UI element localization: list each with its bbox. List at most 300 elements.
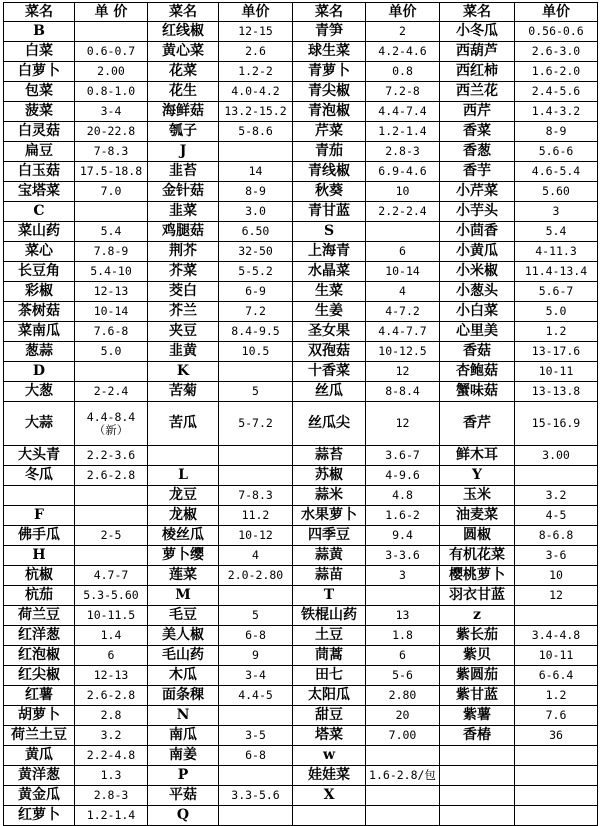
- item-price-cell: 12-13: [75, 282, 148, 302]
- item-price-cell: 4.2-4.6: [366, 42, 440, 62]
- header-cell: 单价: [515, 3, 598, 22]
- item-price-cell: 0.8: [366, 62, 440, 82]
- item-price-cell: [515, 786, 598, 806]
- item-price-cell: 1.6-2.0: [515, 62, 598, 82]
- item-name-cell: 红线椒: [148, 22, 219, 42]
- table-row: [4, 666, 598, 686]
- table-row: [4, 62, 598, 82]
- item-name-cell: 荆芥: [148, 242, 219, 262]
- item-price-cell: 36: [515, 726, 598, 746]
- item-name-cell: 芥菜: [148, 262, 219, 282]
- item-name-cell: B: [4, 22, 75, 42]
- item-price-cell: [75, 362, 148, 382]
- item-price-cell: 12: [515, 586, 598, 606]
- item-price-cell: 6-6.4: [515, 666, 598, 686]
- item-name-cell: 太阳瓜: [293, 686, 366, 706]
- item-name-cell: S: [293, 222, 366, 242]
- item-name-cell: 西兰花: [440, 82, 515, 102]
- item-name-cell: 油麦菜: [440, 506, 515, 526]
- item-name-cell: 香菇: [440, 342, 515, 362]
- item-price-cell: 3: [515, 202, 598, 222]
- item-name-cell: L: [148, 466, 219, 486]
- item-price-cell: 7.8-9: [75, 242, 148, 262]
- item-name-cell: 心里美: [440, 322, 515, 342]
- item-price-cell: 10.5: [219, 342, 293, 362]
- item-name-cell: 茼蒿: [293, 646, 366, 666]
- item-price-cell: 3.00: [515, 446, 598, 466]
- item-name-cell: 荷兰豆: [4, 606, 75, 626]
- item-name-cell: 甜豆: [293, 706, 366, 726]
- item-name-cell: 毛豆: [148, 606, 219, 626]
- item-price-cell: 0.6-0.7: [75, 42, 148, 62]
- item-name-cell: 四季豆: [293, 526, 366, 546]
- item-name-cell: 宝塔菜: [4, 182, 75, 202]
- item-price-cell: 8-9: [219, 182, 293, 202]
- item-name-cell: 葱蒜: [4, 342, 75, 362]
- item-name-cell: 圆椒: [440, 526, 515, 546]
- item-price-cell: 6: [366, 646, 440, 666]
- item-price-cell: 2.2-2.4: [366, 202, 440, 222]
- item-name-cell: 苏椒: [293, 466, 366, 486]
- table-row: [4, 262, 598, 282]
- item-price-cell: 3: [366, 566, 440, 586]
- item-price-cell: 2.80: [366, 686, 440, 706]
- item-name-cell: 白灵菇: [4, 122, 75, 142]
- item-price-cell: 5.4-10: [75, 262, 148, 282]
- item-name-cell: 玉米: [440, 486, 515, 506]
- item-price-cell: 2-5: [75, 526, 148, 546]
- item-name-cell: 龙豆: [148, 486, 219, 506]
- table-row: [4, 302, 598, 322]
- item-name-cell: 香芹: [440, 402, 515, 446]
- item-price-cell: 1.8: [366, 626, 440, 646]
- item-price-cell: 7.0: [75, 182, 148, 202]
- table-row: [4, 746, 598, 766]
- item-price-cell: 2.0-2.80: [219, 566, 293, 586]
- item-price-cell: 8-8.4: [366, 382, 440, 402]
- item-name-cell: 生菜: [293, 282, 366, 302]
- table-row: [4, 506, 598, 526]
- item-name-cell: 紫甘蓝: [440, 686, 515, 706]
- item-name-cell: 生姜: [293, 302, 366, 322]
- item-price-cell: 5-8.6: [219, 122, 293, 142]
- table-row: [4, 362, 598, 382]
- item-name-cell: 花菜: [148, 62, 219, 82]
- item-name-cell: 韭苔: [148, 162, 219, 182]
- item-name-cell: 西葫芦: [440, 42, 515, 62]
- header-cell: 菜名: [148, 3, 219, 22]
- item-price-cell: [75, 22, 148, 42]
- item-price-cell: 3.6-7: [366, 446, 440, 466]
- item-price-cell: 1.3: [75, 766, 148, 786]
- item-name-cell: F: [4, 506, 75, 526]
- item-name-cell: 韭菜: [148, 202, 219, 222]
- item-name-cell: 樱桃萝卜: [440, 566, 515, 586]
- item-name-cell: 黄心菜: [148, 42, 219, 62]
- item-name-cell: 红洋葱: [4, 626, 75, 646]
- item-name-cell: 红薯: [4, 686, 75, 706]
- item-price-cell: 10: [515, 566, 598, 586]
- table-body: [4, 3, 598, 826]
- item-price-cell: 5.6-7: [515, 282, 598, 302]
- item-price-cell: 4.4-7.7: [366, 322, 440, 342]
- item-price-cell: 10-12: [219, 526, 293, 546]
- item-price-cell: 12: [366, 362, 440, 382]
- table-row: [4, 606, 598, 626]
- item-name-cell: 娃娃菜: [293, 766, 366, 786]
- item-price-cell: 10: [366, 182, 440, 202]
- item-price-cell: [219, 806, 293, 826]
- item-price-cell: 4: [219, 546, 293, 566]
- item-price-cell: 6.50: [219, 222, 293, 242]
- item-name-cell: 木瓜: [148, 666, 219, 686]
- item-name-cell: 夹豆: [148, 322, 219, 342]
- header-cell: 菜名: [293, 3, 366, 22]
- item-price-cell: 11.4-13.4: [515, 262, 598, 282]
- item-name-cell: Y: [440, 466, 515, 486]
- item-name-cell: H: [4, 546, 75, 566]
- item-price-cell: 1.2-1.4: [366, 122, 440, 142]
- item-name-cell: 平菇: [148, 786, 219, 806]
- item-price-cell: 5-7.2: [219, 402, 293, 446]
- item-price-cell: 4.4-8.4 （新）: [75, 402, 148, 446]
- item-name-cell: 菠菜: [4, 102, 75, 122]
- item-price-cell: 4-9.6: [366, 466, 440, 486]
- table-row: [4, 646, 598, 666]
- item-name-cell: 小葱头: [440, 282, 515, 302]
- item-name-cell: 茭白: [148, 282, 219, 302]
- item-name-cell: 南瓜: [148, 726, 219, 746]
- item-price-cell: 6-9: [219, 282, 293, 302]
- table-row: [4, 382, 598, 402]
- item-name-cell: 紫薯: [440, 706, 515, 726]
- item-price-cell: 3.0: [219, 202, 293, 222]
- item-name-cell: 鲜木耳: [440, 446, 515, 466]
- price-sheet: [3, 2, 597, 824]
- item-price-cell: 4.8: [366, 486, 440, 506]
- item-name-cell: 小白菜: [440, 302, 515, 322]
- item-name-cell: 包菜: [4, 82, 75, 102]
- item-name-cell: 小米椒: [440, 262, 515, 282]
- item-name-cell: 青泡椒: [293, 102, 366, 122]
- item-name-cell: 丝瓜尖: [293, 402, 366, 446]
- item-price-cell: 2.6-2.8: [75, 466, 148, 486]
- item-name-cell: 蒜苗: [293, 566, 366, 586]
- item-price-cell: 32-50: [219, 242, 293, 262]
- table-row: [4, 766, 598, 786]
- item-name-cell: 水果萝卜: [293, 506, 366, 526]
- item-price-cell: 4.4-5: [219, 686, 293, 706]
- item-name-cell: 小黄瓜: [440, 242, 515, 262]
- item-name-cell: 蒜黄: [293, 546, 366, 566]
- header-cell: 菜名: [4, 3, 75, 22]
- item-name-cell: 黄金瓜: [4, 786, 75, 806]
- item-name-cell: 苦菊: [148, 382, 219, 402]
- item-price-cell: 2.2-4.8: [75, 746, 148, 766]
- item-price-cell: 5.6-6: [515, 142, 598, 162]
- table-row: [4, 446, 598, 466]
- item-name-cell: 长豆角: [4, 262, 75, 282]
- item-price-cell: 11.2: [219, 506, 293, 526]
- item-name-cell: 红尖椒: [4, 666, 75, 686]
- item-price-cell: 2-2.4: [75, 382, 148, 402]
- item-name-cell: 蒜苔: [293, 446, 366, 466]
- item-name-cell: 青尖椒: [293, 82, 366, 102]
- item-price-cell: 7-8.3: [75, 142, 148, 162]
- item-name-cell: [4, 486, 75, 506]
- item-price-cell: 5: [219, 606, 293, 626]
- item-price-cell: 5.60: [515, 182, 598, 202]
- item-name-cell: 紫长茄: [440, 626, 515, 646]
- item-price-cell: 4-5: [515, 506, 598, 526]
- item-name-cell: 青甘蓝: [293, 202, 366, 222]
- item-price-cell: [219, 446, 293, 466]
- item-price-cell: [75, 546, 148, 566]
- item-name-cell: 茶树菇: [4, 302, 75, 322]
- item-name-cell: 龙椒: [148, 506, 219, 526]
- item-price-cell: 1.6-2: [366, 506, 440, 526]
- item-name-cell: 荷兰土豆: [4, 726, 75, 746]
- item-price-cell: 12-13: [75, 666, 148, 686]
- item-name-cell: 紫圆茄: [440, 666, 515, 686]
- item-price-cell: 20-22.8: [75, 122, 148, 142]
- item-price-cell: 7-8.3: [219, 486, 293, 506]
- item-price-cell: 4-11.3: [515, 242, 598, 262]
- item-name-cell: 南姜: [148, 746, 219, 766]
- item-name-cell: 面条稞: [148, 686, 219, 706]
- item-name-cell: 黄瓜: [4, 746, 75, 766]
- item-price-cell: 3-5: [219, 726, 293, 746]
- item-price-cell: 15-16.9: [515, 402, 598, 446]
- item-price-cell: 4.7-7: [75, 566, 148, 586]
- item-price-cell: [366, 222, 440, 242]
- item-name-cell: 香葱: [440, 142, 515, 162]
- item-price-cell: 2.8-3: [75, 786, 148, 806]
- item-price-cell: 3.2: [75, 726, 148, 746]
- table-row: [4, 242, 598, 262]
- table-row: [4, 566, 598, 586]
- table-row: [4, 42, 598, 62]
- item-price-cell: 5.0: [515, 302, 598, 322]
- item-name-cell: 青线椒: [293, 162, 366, 182]
- item-price-cell: 5.3-5.60: [75, 586, 148, 606]
- item-price-cell: 5.4: [75, 222, 148, 242]
- item-name-cell: 小茴香: [440, 222, 515, 242]
- item-price-cell: 3-4: [75, 102, 148, 122]
- item-name-cell: 水晶菜: [293, 262, 366, 282]
- item-price-cell: 6: [366, 242, 440, 262]
- item-price-cell: [219, 466, 293, 486]
- item-price-cell: 2: [366, 22, 440, 42]
- item-name-cell: 圣女果: [293, 322, 366, 342]
- item-name-cell: 金针菇: [148, 182, 219, 202]
- table-row: [4, 142, 598, 162]
- item-price-cell: 2.00: [75, 62, 148, 82]
- item-price-cell: 3-6: [515, 546, 598, 566]
- item-price-cell: 4: [366, 282, 440, 302]
- item-price-cell: [219, 586, 293, 606]
- table-row: [4, 786, 598, 806]
- item-name-cell: [440, 786, 515, 806]
- item-name-cell: 扁豆: [4, 142, 75, 162]
- item-name-cell: 双孢菇: [293, 342, 366, 362]
- table-row: [4, 222, 598, 242]
- item-name-cell: 香芋: [440, 162, 515, 182]
- table-row: [4, 102, 598, 122]
- item-name-cell: 铁棍山药: [293, 606, 366, 626]
- item-name-cell: T: [293, 586, 366, 606]
- item-price-cell: 3.4-4.8: [515, 626, 598, 646]
- item-price-cell: [366, 746, 440, 766]
- item-name-cell: 棱丝瓜: [148, 526, 219, 546]
- item-price-cell: 10-11.5: [75, 606, 148, 626]
- item-name-cell: 毛山药: [148, 646, 219, 666]
- item-name-cell: 黄洋葱: [4, 766, 75, 786]
- header-cell: 单价: [219, 3, 293, 22]
- item-price-cell: 8-9: [515, 122, 598, 142]
- table-row: [4, 726, 598, 746]
- item-price-cell: 8-6.8: [515, 526, 598, 546]
- item-name-cell: 萝卜缨: [148, 546, 219, 566]
- item-name-cell: 小芹菜: [440, 182, 515, 202]
- item-price-cell: 13-13.8: [515, 382, 598, 402]
- item-name-cell: 红萝卜: [4, 806, 75, 826]
- item-name-cell: 花生: [148, 82, 219, 102]
- item-name-cell: [440, 766, 515, 786]
- item-price-cell: 9.4: [366, 526, 440, 546]
- item-price-cell: [366, 786, 440, 806]
- item-price-cell: 13-17.6: [515, 342, 598, 362]
- item-name-cell: [440, 806, 515, 826]
- item-name-cell: X: [293, 786, 366, 806]
- item-name-cell: 蟹味菇: [440, 382, 515, 402]
- item-name-cell: 蒜米: [293, 486, 366, 506]
- item-price-cell: [515, 766, 598, 786]
- item-name-cell: 佛手瓜: [4, 526, 75, 546]
- item-price-cell: 8.4-9.5: [219, 322, 293, 342]
- table-row: [4, 526, 598, 546]
- item-name-cell: P: [148, 766, 219, 786]
- item-price-cell: 4.4-7.4: [366, 102, 440, 122]
- item-price-cell: 2.6-3.0: [515, 42, 598, 62]
- item-name-cell: 菜山药: [4, 222, 75, 242]
- table-row: [4, 806, 598, 826]
- item-price-cell: [219, 706, 293, 726]
- item-price-cell: 7.6-8: [75, 322, 148, 342]
- item-name-cell: 上海青: [293, 242, 366, 262]
- item-price-cell: 3-3.6: [366, 546, 440, 566]
- item-price-cell: 1.6-2.8/包: [366, 766, 440, 786]
- item-price-cell: 20: [366, 706, 440, 726]
- item-name-cell: 白玉菇: [4, 162, 75, 182]
- table-row: [4, 162, 598, 182]
- header-cell: 单价: [366, 3, 440, 22]
- item-name-cell: 杭茄: [4, 586, 75, 606]
- item-price-cell: 6-8: [219, 626, 293, 646]
- item-price-cell: [219, 142, 293, 162]
- item-price-cell: 12-15: [219, 22, 293, 42]
- item-price-cell: 0.8-1.0: [75, 82, 148, 102]
- item-price-cell: 3.3-5.6: [219, 786, 293, 806]
- item-name-cell: 有机花菜: [440, 546, 515, 566]
- item-price-cell: 6: [75, 646, 148, 666]
- item-name-cell: C: [4, 202, 75, 222]
- item-price-cell: [219, 362, 293, 382]
- item-name-cell: J: [148, 142, 219, 162]
- item-name-cell: 芹菜: [293, 122, 366, 142]
- item-price-cell: 3.2: [515, 486, 598, 506]
- item-name-cell: 青茄: [293, 142, 366, 162]
- item-price-cell: 13.2-15.2: [219, 102, 293, 122]
- item-price-cell: 10-14: [366, 262, 440, 282]
- item-name-cell: 香椿: [440, 726, 515, 746]
- item-name-cell: 紫贝: [440, 646, 515, 666]
- table-row: [4, 202, 598, 222]
- item-price-cell: [515, 806, 598, 826]
- table-row: [4, 686, 598, 706]
- item-name-cell: [293, 806, 366, 826]
- item-name-cell: 球生菜: [293, 42, 366, 62]
- item-price-cell: 10-11: [515, 362, 598, 382]
- item-name-cell: 十香菜: [293, 362, 366, 382]
- item-price-cell: 2.8: [75, 706, 148, 726]
- header-cell: 单 价: [75, 3, 148, 22]
- item-name-cell: 胡萝卜: [4, 706, 75, 726]
- header-cell: 菜名: [440, 3, 515, 22]
- item-name-cell: N: [148, 706, 219, 726]
- item-price-cell: 10-11: [515, 646, 598, 666]
- item-price-cell: 1.4: [75, 626, 148, 646]
- item-price-cell: 1.2: [515, 322, 598, 342]
- item-price-cell: 7.6: [515, 706, 598, 726]
- item-price-cell: [75, 506, 148, 526]
- table-row: [4, 706, 598, 726]
- item-price-cell: 13: [366, 606, 440, 626]
- item-name-cell: 彩椒: [4, 282, 75, 302]
- item-price-cell: 4.0-4.2: [219, 82, 293, 102]
- item-name-cell: 杭椒: [4, 566, 75, 586]
- item-price-cell: 1.2-1.4: [75, 806, 148, 826]
- item-name-cell: 韭黄: [148, 342, 219, 362]
- item-price-cell: [515, 466, 598, 486]
- item-price-cell: 2.6-2.8: [75, 686, 148, 706]
- item-name-cell: 红泡椒: [4, 646, 75, 666]
- item-name-cell: K: [148, 362, 219, 382]
- item-price-cell: 5.0: [75, 342, 148, 362]
- item-name-cell: D: [4, 362, 75, 382]
- item-name-cell: [440, 746, 515, 766]
- item-name-cell: 苦瓜: [148, 402, 219, 446]
- item-name-cell: 大头青: [4, 446, 75, 466]
- item-name-cell: M: [148, 586, 219, 606]
- item-name-cell: 西芹: [440, 102, 515, 122]
- item-price-cell: 2.8-3: [366, 142, 440, 162]
- item-name-cell: 土豆: [293, 626, 366, 646]
- item-name-cell: 青笋: [293, 22, 366, 42]
- item-name-cell: [148, 446, 219, 466]
- item-price-cell: 0.56-0.6: [515, 22, 598, 42]
- item-price-cell: [366, 806, 440, 826]
- table-row: [4, 466, 598, 486]
- item-name-cell: 白菜: [4, 42, 75, 62]
- item-price-cell: [366, 586, 440, 606]
- item-price-cell: 17.5-18.8: [75, 162, 148, 182]
- item-name-cell: 鸡腿菇: [148, 222, 219, 242]
- table-row: [4, 122, 598, 142]
- item-price-cell: 3-4: [219, 666, 293, 686]
- item-name-cell: z: [440, 606, 515, 626]
- item-price-cell: 1.2: [515, 686, 598, 706]
